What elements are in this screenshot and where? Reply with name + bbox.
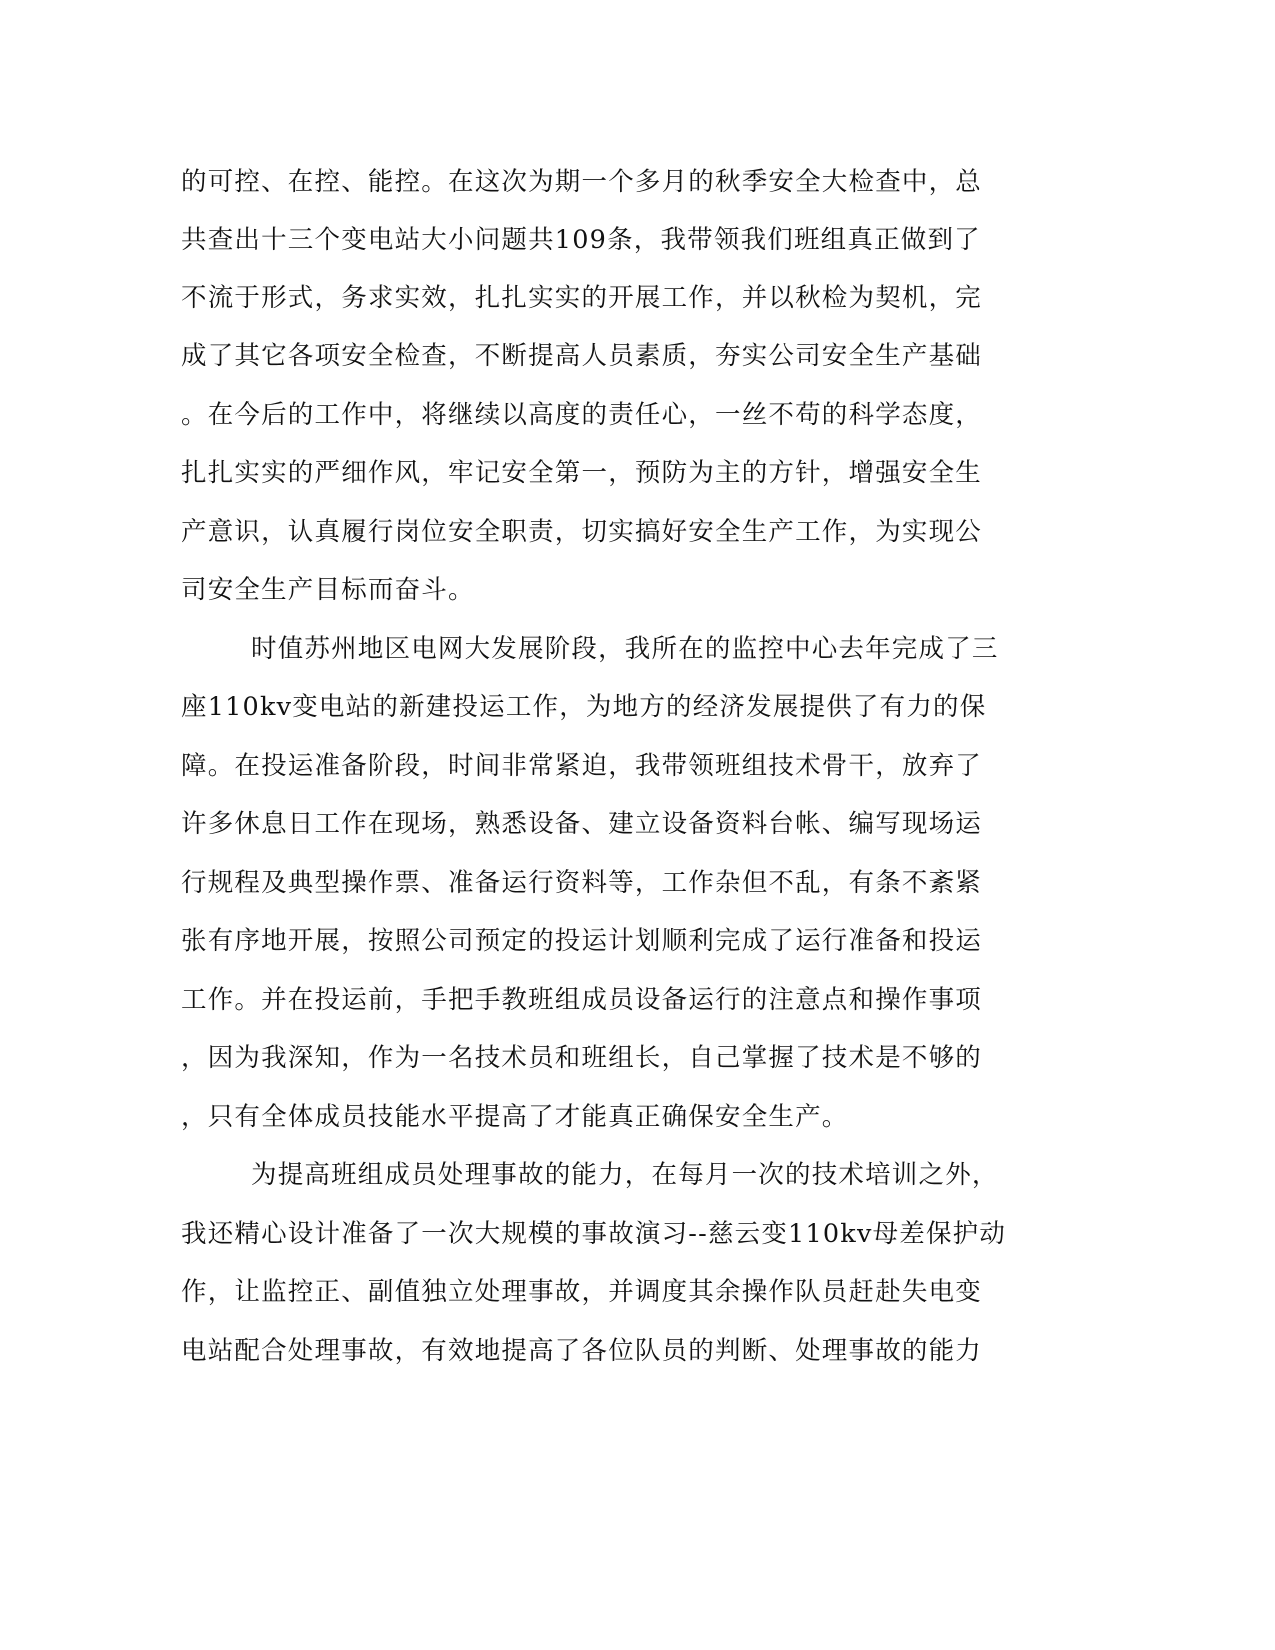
text-line: 。在今后的工作中，将继续以高度的责任心，一丝不苟的科学态度， (181, 400, 983, 430)
text-line: 张有序地开展，按照公司预定的投运计划顺利完成了运行准备和投运 (181, 926, 983, 956)
text-line: 障。在投运准备阶段，时间非常紧迫，我带领班组技术骨干，放弃了 (181, 751, 983, 781)
text-line: 我还精心设计准备了一次大规模的事故演习--慈云变110kv母差保护动 (181, 1219, 1007, 1249)
text-line: 行规程及典型操作票、准备运行资料等，工作杂但不乱，有条不紊紧 (181, 868, 983, 898)
text-line: 共查出十三个变电站大小问题共109条，我带领我们班组真正做到了 (181, 225, 981, 255)
text-line: 不流于形式，务求实效，扎扎实实的开展工作，并以秋检为契机，完 (181, 283, 983, 313)
text-line: 产意识，认真履行岗位安全职责，切实搞好安全生产工作，为实现公 (181, 517, 983, 547)
text-line: 许多休息日工作在现场，熟悉设备、建立设备资料台帐、编写现场运 (181, 809, 983, 839)
paragraph-first-line: 时值苏州地区电网大发展阶段，我所在的监控中心去年完成了三 (251, 634, 999, 664)
paragraph-first-line: 为提高班组成员处理事故的能力，在每月一次的技术培训之外， (251, 1160, 999, 1190)
text-line: 座110kv变电站的新建投运工作，为地方的经济发展提供了有力的保 (181, 692, 987, 722)
text-line: ，只有全体成员技能水平提高了才能真正确保安全生产。 (181, 1102, 849, 1132)
text-line: 的可控、在控、能控。在这次为期一个多月的秋季安全大检查中，总 (181, 167, 983, 197)
text-line: 电站配合处理事故，有效地提高了各位队员的判断、处理事故的能力 (181, 1336, 983, 1366)
text-line: 成了其它各项安全检查，不断提高人员素质，夯实公司安全生产基础 (181, 341, 983, 371)
text-line: 司安全生产目标而奋斗。 (181, 575, 475, 605)
text-line: 扎扎实实的严细作风，牢记安全第一，预防为主的方针，增强安全生 (181, 458, 983, 488)
text-line: 作，让监控正、副值独立处理事故，并调度其余操作队员赶赴失电变 (181, 1277, 983, 1307)
text-line: ，因为我深知，作为一名技术员和班组长，自己掌握了技术是不够的 (181, 1043, 983, 1073)
text-line: 工作。并在投运前，手把手教班组成员设备运行的注意点和操作事项 (181, 985, 983, 1015)
